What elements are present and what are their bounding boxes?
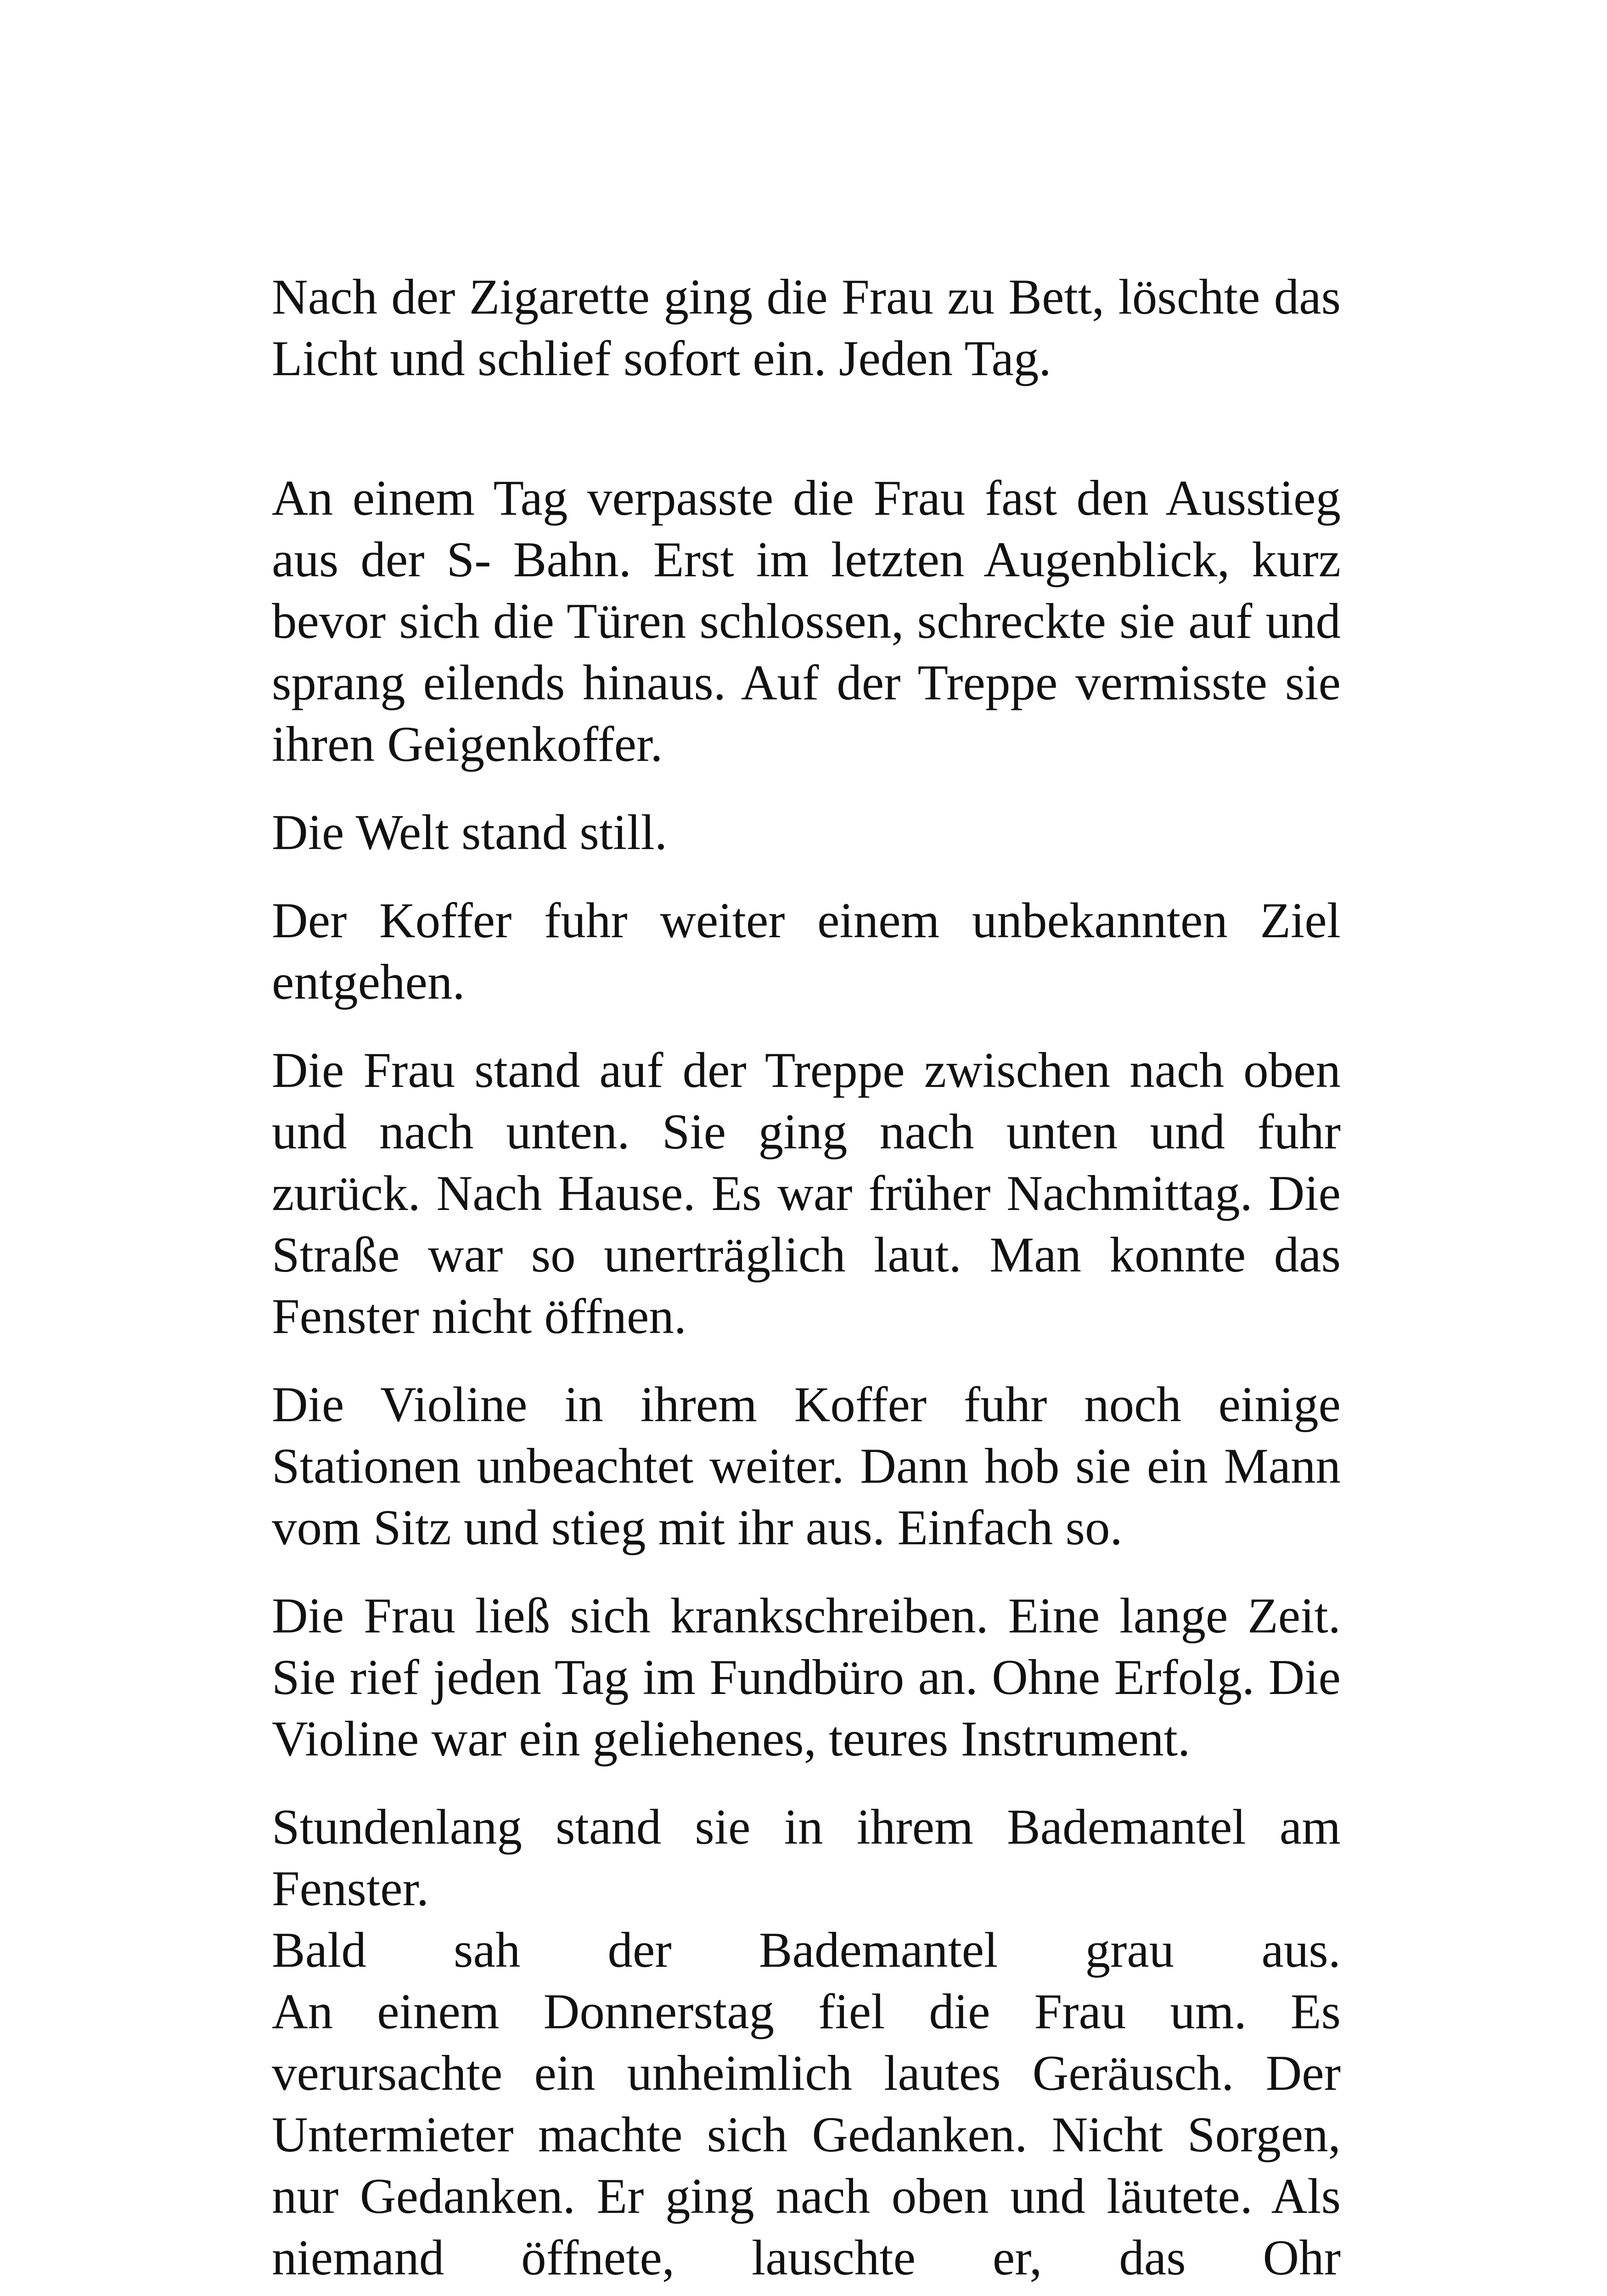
- paragraph-7: Die Frau ließ sich krankschreiben. Eine lange Zeit. Sie rief jeden Tag im Fundbüro an. Ohne Erfolg. Die Violine war ein geliehenes, teures Instrument.: [272, 1588, 1341, 1767]
- paragraph-2: An einem Tag verpasste die Frau fast den Ausstieg aus der S- Bahn. Erst im letzten Augenblick, kurz bevor sich die Türen schlossen, schreckte sie auf und sprang eilends hinaus. Auf der Treppe vermisste sie ihren Geigenkoffer.: [272, 470, 1341, 772]
- paragraph-3: Die Welt stand still.: [272, 805, 668, 860]
- paragraph-4: Der Koffer fuhr weiter einem unbekannten Ziel entgehen.: [272, 893, 1341, 1010]
- paragraph-1: Nach der Zigarette ging die Frau zu Bett, löschte das Licht und schlief sofort ein. Jeden Tag.: [272, 269, 1341, 386]
- paragraph-8-rest: An einem Donnerstag fiel die Frau um. Es verursachte ein unheimlich lautes Geräusch. Der Untermieter machte sich Gedanken. Nicht Sorgen, nur Gedanken. Er ging nach oben und läutete. Als niemand öffnete, lauschte er, das Ohr: [272, 1984, 1341, 2285]
- paragraph-5: Die Frau stand auf der Treppe zwischen nach oben und nach unten. Sie ging nach unten und fuhr zurück. Nach Hause. Es war früher Nachmittag. Die Straße war so unerträglich laut. Man konnte das Fenster nicht öffnen.: [272, 1042, 1341, 1344]
- paragraph-8-line-1: Stundenlang stand sie in ihrem Bademantel am Fenster.: [272, 1799, 1341, 1916]
- paragraph-8: [272, 1796, 1341, 2289]
- paragraph-8-line-2: Bald sah der Bademantel grau aus.: [272, 1922, 1341, 1978]
- paragraph-6: Die Violine in ihrem Koffer fuhr noch einige Stationen unbeachtet weiter. Dann hob sie ein Mann vom Sitz und stieg mit ihr aus. Einfach so.: [272, 1377, 1341, 1555]
- body-text: [272, 266, 1341, 2296]
